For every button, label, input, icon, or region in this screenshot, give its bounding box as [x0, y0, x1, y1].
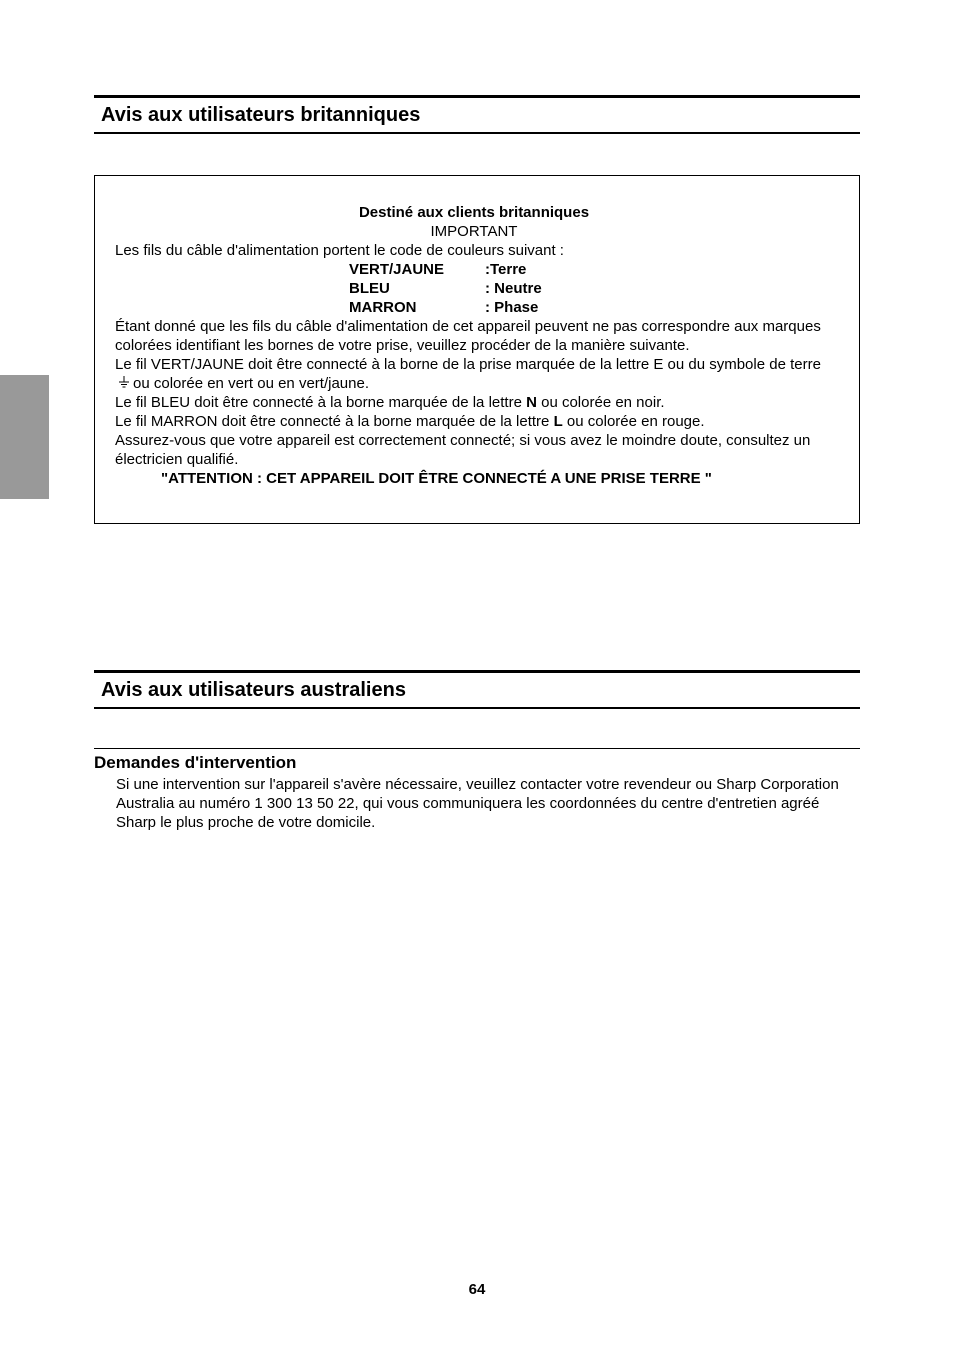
wire-color: VERT/JAUNE — [349, 261, 445, 278]
para2-text-b: ou colorée en vert ou en vert/jaune. — [133, 375, 369, 392]
subsection-title: Demandes d'intervention — [94, 753, 297, 772]
wire-function: : Neutre — [485, 280, 542, 297]
live-letter: L — [553, 413, 563, 430]
para3-text-a: Le fil BLEU doit être connecté à la borne marquée de la lettre — [115, 394, 522, 411]
wire-row — [349, 279, 833, 298]
notice-heading: Destiné aux clients britanniques — [358, 204, 590, 221]
wire-color: BLEU — [349, 280, 390, 297]
side-tab-marker — [0, 375, 49, 499]
neutral-letter: N — [526, 394, 537, 411]
notice-para-5: Assurez-vous que votre appareil est correctement connecté; si vous avez le moindre doute, consultez un électricien qualifié. — [115, 432, 811, 468]
notice-para-1: Étant donné que les fils du câble d'alimentation de cet appareil peuvent ne pas correspondre aux marques colorées identifiant les bornes de votre prise, veuillez procéder de la manière suivante. — [115, 318, 821, 354]
wire-color: MARRON — [349, 299, 417, 316]
para4-text-b: ou colorée en rouge. — [566, 413, 705, 430]
uk-section-title: Avis aux utilisateurs britanniques — [101, 104, 421, 126]
au-section-header — [94, 670, 860, 709]
page-number: 64 — [468, 1281, 486, 1298]
wire-color-table — [349, 260, 833, 317]
wire-row — [349, 260, 833, 279]
wire-row — [349, 298, 833, 317]
attention-warning: "ATTENTION : CET APPAREIL DOIT ÊTRE CONNECTÉ A UNE PRISE TERRE " — [161, 470, 712, 487]
para2-text-a: Le fil VERT/JAUNE doit être connecté à la borne de la prise marquée de la lettre E ou du symbole de terre — [115, 356, 821, 373]
notice-content — [115, 203, 833, 488]
para3-text-b: ou colorée en noir. — [541, 394, 665, 411]
notice-intro: Les fils du câble d'alimentation portent le code de couleurs suivant : — [115, 242, 564, 259]
uk-notice-box — [94, 175, 860, 524]
subsection-divider — [94, 748, 860, 749]
subsection-body: Si une intervention sur l'appareil s'avère nécessaire, veuillez contacter votre revendeur ou Sharp Corporation Australia au numéro 1 300 13 50 22, qui vous communiquera les coordonnées du centre d'entretien agréé Sharp le plus proche de votre domicile. — [116, 776, 839, 831]
notice-subheading: IMPORTANT — [430, 223, 518, 240]
notice-para-2 — [115, 355, 833, 393]
notice-para-3 — [115, 393, 833, 412]
wire-function: : Phase — [485, 299, 539, 316]
uk-section-header — [94, 95, 860, 134]
earth-ground-icon — [119, 374, 129, 393]
para4-text-a: Le fil MARRON doit être connecté à la borne marquée de la lettre — [115, 413, 550, 430]
wire-function: :Terre — [485, 261, 527, 278]
notice-para-4 — [115, 412, 833, 431]
au-section-title: Avis aux utilisateurs australiens — [101, 679, 406, 701]
